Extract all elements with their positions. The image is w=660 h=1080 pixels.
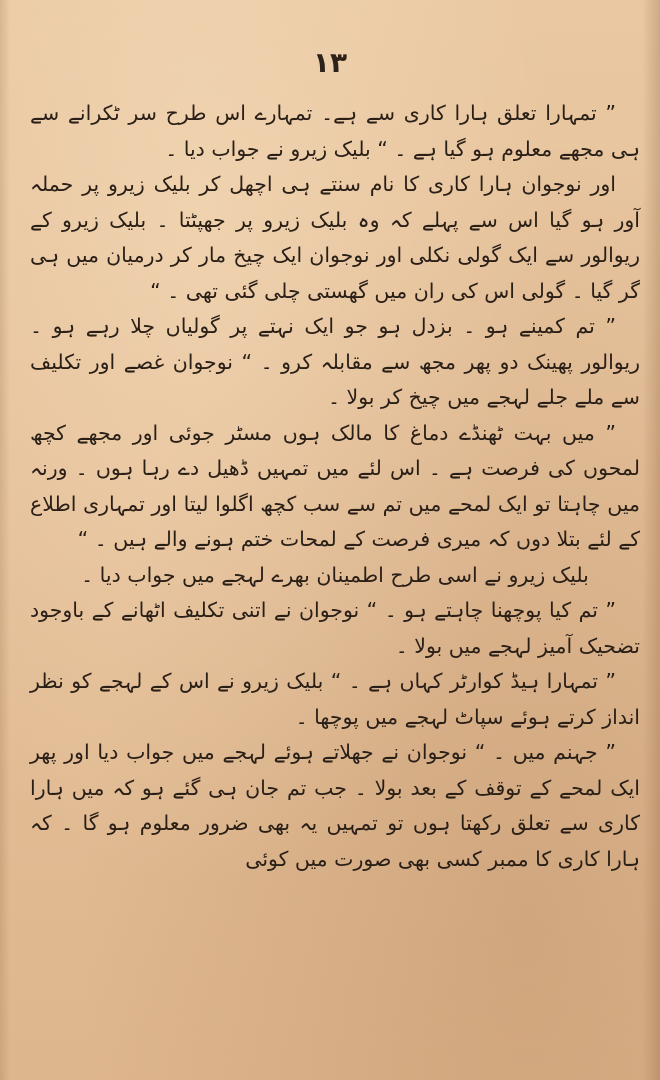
page-number: ۱۳: [312, 46, 348, 79]
paragraph-1: ” تمہارا تعلق ہارا کاری سے ہے۔ تمہارے اس طرح سر ٹکرانے سے ہی مجھے معلوم ہو گیا ہے ۔ “ بلیک زیرو نے جواب دیا ۔: [30, 101, 640, 161]
paragraph-5: بلیک زیرو نے اسی طرح اطمینان بھرے لہجے میں جواب دیا ۔: [81, 562, 589, 587]
paragraph-6: ” تم کیا پوچھنا چاہتے ہو ۔ “ نوجوان نے اتنی تکلیف اٹھانے کے باوجود تضحیک آمیز لہجے میں بولا ۔: [30, 598, 640, 658]
page-text: [30, 96, 640, 877]
paragraph-3: ” تم کمینے ہو ۔ بزدل ہو جو ایک نہتے پر گولیاں چلا رہے ہو ۔ ریوالور پھینک دو پھر مجھ سے مقابلہ کرو ۔ “ نوجوان غصے اور تکلیف سے ملے جلے لہجے میں چیخ کر بولا ۔: [30, 314, 640, 409]
paragraph-8: ” جہنم میں ۔ “ نوجوان نے جھلاتے ہوئے لہجے میں جواب دیا اور پھر ایک لمحے کے توقف کے بعد بولا ۔ جب تم جان ہی گئے ہو کہ میں ہارا کاری سے تعلق رکھتا ہوں تو تمہیں یہ بھی ضرور معلوم ہو گا ۔ کہ ہارا کاری کا ممبر کسی بھی صورت میں کوئی: [30, 740, 640, 871]
paragraph-4: ” میں بہت ٹھنڈے دماغ کا مالک ہوں مسٹر جوئی اور مجھے کچھ لمحوں کی فرصت ہے ۔ اس لئے میں تمہیں ڈھیل دے رہا ہوں ۔ ورنہ میں چاہتا تو ایک لمحے میں تم سے سب کچھ اگلوا لیتا اور تمہاری اطلاع کے لئے بتلا دوں کہ میری فرصت کے لمحات ختم ہونے والے ہیں ۔ “: [30, 420, 640, 551]
page-right-shadow: [642, 0, 660, 1080]
paragraph-7: ” تمہارا ہیڈ کوارٹر کہاں ہے ۔ “ بلیک زیرو نے اس کے لہجے کو نظر انداز کرتے ہوئے سپاٹ لہجے میں پوچھا ۔: [30, 669, 640, 729]
paragraph-2: اور نوجوان ہارا کاری کا نام سنتے ہی اچھل کر بلیک زیرو پر حملہ آور ہو گیا اس سے پہلے کہ وہ بلیک زیرو پر جھپٹتا ۔ بلیک زیرو کے ریوالور سے ایک گولی نکلی اور نوجوان ایک چیخ مار کر درمیان میں ہی گر گیا ۔ گولی اس کی ران میں گھستی چلی گئی تھی ۔ “: [30, 172, 640, 303]
page-left-shadow: [0, 0, 10, 1080]
